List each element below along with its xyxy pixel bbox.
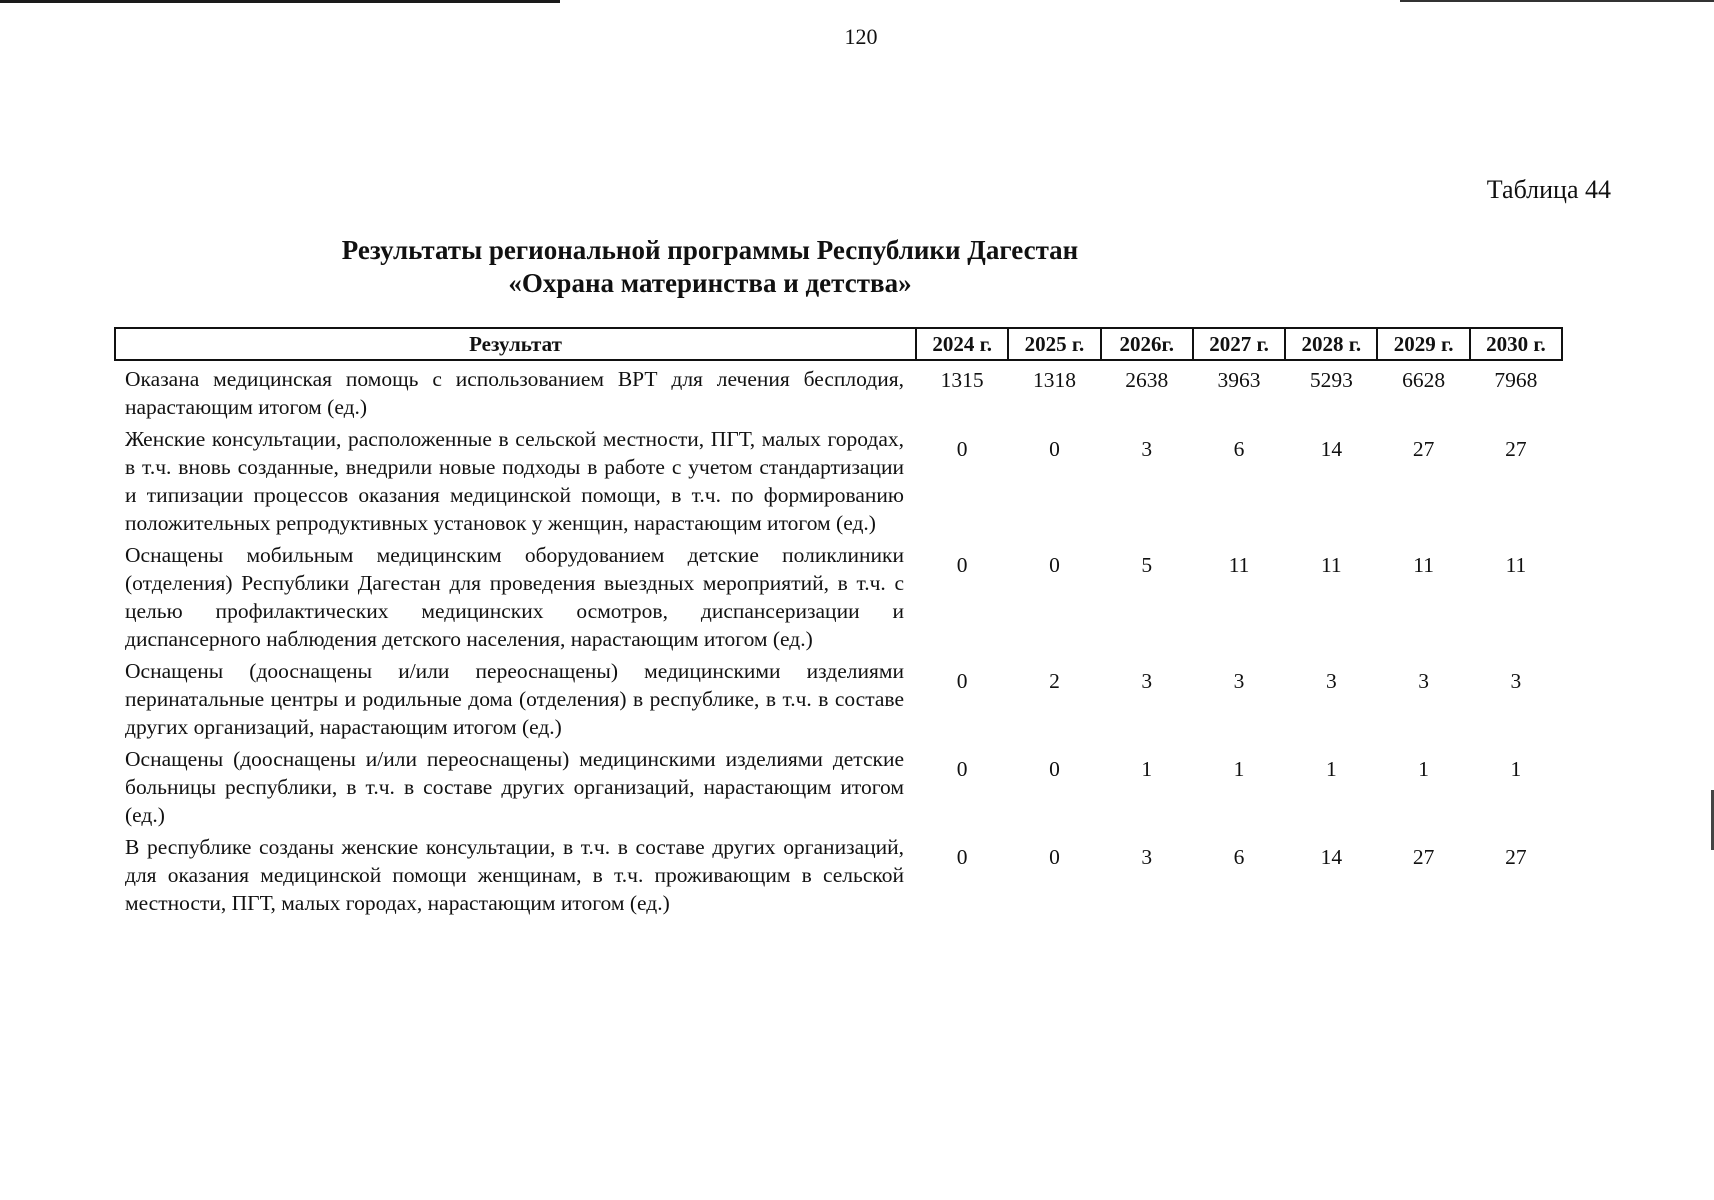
header-year: 2026г.	[1101, 328, 1193, 360]
value-cell: 2638	[1125, 368, 1169, 392]
page-number: 120	[844, 24, 878, 49]
value-cell: 27	[1412, 845, 1435, 869]
header-year: 2025 г.	[1008, 328, 1100, 360]
value-cell: 0	[1049, 437, 1060, 461]
value-cell: 1315	[940, 368, 984, 392]
value-cell: 1	[1418, 757, 1429, 781]
value-cell: 3963	[1217, 368, 1261, 392]
header-year: 2030 г.	[1470, 328, 1562, 360]
value-cell: 11	[1320, 553, 1342, 577]
value-cell: 11	[1413, 553, 1434, 577]
value-cell: 27	[1505, 437, 1527, 461]
result-description: Оснащены мобильным медицинским оборудованием детские поликлиники (отделения) Республики Дагестан для проведения выездных мероприятий, в т.ч. с целью профилактических медицинских осмотров, диспансеризации и диспансерного наблюдения детского населения, нарастающим итогом (ед.)	[125, 543, 904, 651]
value-cell: 27	[1505, 845, 1527, 869]
header-year: 2027 г.	[1193, 328, 1285, 360]
table-row	[115, 744, 1562, 832]
value-cell: 1	[1233, 757, 1245, 781]
value-cell: 1	[1325, 757, 1337, 781]
value-cell: 3	[1418, 669, 1429, 693]
result-description: В республике созданы женские консультации, в т.ч. в составе других организаций, для оказания медицинской помощи женщинам, в т.ч. проживающим в сельской местности, ПГТ, малых городах, нарастающим итогом (ед.)	[125, 835, 904, 915]
title-line-2: «Охрана материнства и детства»	[508, 268, 912, 298]
value-cell: 0	[1049, 845, 1060, 869]
value-cell: 0	[956, 757, 968, 781]
table-row	[115, 832, 1562, 920]
value-cell: 14	[1320, 437, 1343, 461]
value-cell: 3	[1233, 669, 1245, 693]
value-cell: 3	[1141, 845, 1153, 869]
value-cell: 14	[1320, 845, 1343, 869]
header-year: 2024 г.	[916, 328, 1008, 360]
value-cell: 11	[1505, 553, 1527, 577]
value-cell: 5	[1141, 553, 1153, 577]
document-title	[0, 234, 1420, 300]
value-cell: 27	[1412, 437, 1435, 461]
result-description: Женские консультации, расположенные в сельской местности, ПГТ, малых городах, в т.ч. вновь созданные, внедрили новые подходы в работе с учетом стандартизации и типизации процессов оказания медицинской помощи, в т.ч. по формированию положительных репродуктивных установок у женщин, нарастающим итогом (ед.)	[125, 427, 904, 535]
result-description: Оснащены (дооснащены и/или переоснащены) медицинскими изделиями детские больницы республики, в т.ч. в составе других организаций, нарастающим итогом (ед.)	[125, 747, 904, 827]
value-cell: 7968	[1494, 368, 1538, 392]
value-cell: 1	[1141, 757, 1153, 781]
value-cell: 0	[956, 669, 968, 693]
value-cell: 1318	[1032, 368, 1076, 392]
value-cell: 6628	[1402, 368, 1446, 392]
result-description: Оснащены (дооснащены и/или переоснащены) медицинскими изделиями перинатальные центры и родильные дома (отделения) в республике, в т.ч. в составе других организаций, нарастающим итогом (ед.)	[125, 659, 904, 739]
value-cell: 3	[1141, 437, 1153, 461]
table-row	[115, 424, 1562, 540]
table-label: Таблица 44	[1486, 175, 1611, 204]
value-cell: 3	[1510, 669, 1522, 693]
table-row	[115, 656, 1562, 744]
table-row	[115, 540, 1562, 656]
value-cell: 0	[956, 437, 968, 461]
scan-edge	[1400, 0, 1714, 2]
scan-edge	[0, 0, 560, 3]
value-cell: 5293	[1309, 368, 1353, 392]
value-cell: 6	[1233, 437, 1245, 461]
value-cell: 3	[1325, 669, 1337, 693]
value-cell: 0	[956, 845, 968, 869]
header-year: 2029 г.	[1377, 328, 1469, 360]
results-table	[114, 327, 1563, 920]
header-result: Результат	[115, 328, 916, 360]
title-line-1: Результаты региональной программы Республики Дагестан	[341, 235, 1079, 265]
table-row	[115, 360, 1562, 424]
value-cell: 0	[1049, 553, 1060, 577]
value-cell: 6	[1233, 845, 1245, 869]
value-cell: 0	[1049, 757, 1060, 781]
value-cell: 2	[1049, 669, 1060, 693]
table-header-row	[115, 328, 1562, 360]
value-cell: 3	[1141, 669, 1153, 693]
value-cell: 0	[956, 553, 968, 577]
result-description: Оказана медицинская помощь с использованием ВРТ для лечения бесплодия, нарастающим итогом (ед.)	[125, 367, 904, 419]
header-year: 2028 г.	[1285, 328, 1377, 360]
value-cell: 1	[1510, 757, 1522, 781]
value-cell: 11	[1228, 553, 1250, 577]
